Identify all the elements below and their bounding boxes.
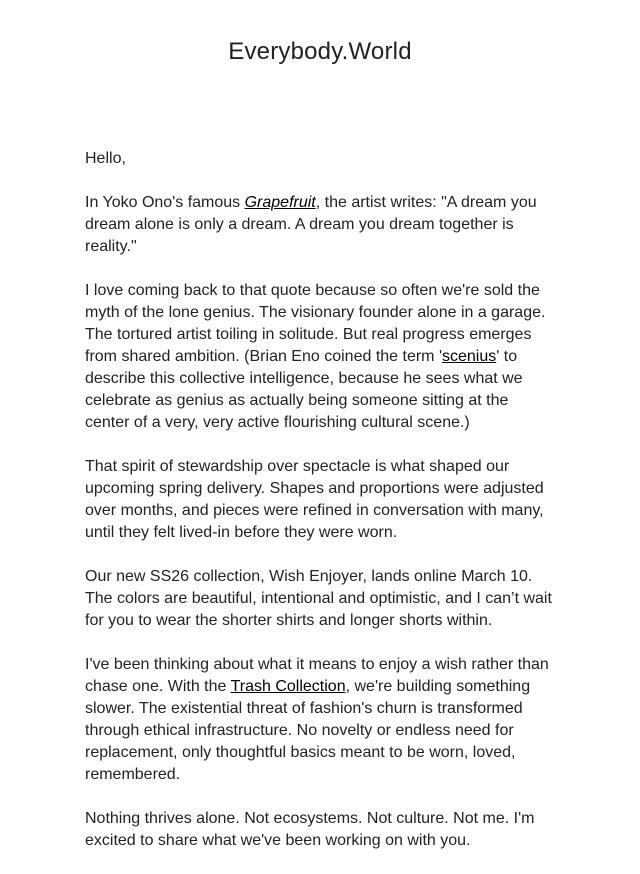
paragraph-closing: Nothing thrives alone. Not ecosystems. Not culture. Not me. I'm excited to share what we've been working on with you. bbox=[85, 810, 535, 849]
grapefruit-link[interactable]: Grapefruit bbox=[244, 194, 316, 211]
email-header bbox=[0, 0, 640, 104]
paragraph-text: In Yoko Ono's famous bbox=[85, 194, 245, 211]
paragraph-text: ' to describe this collective intelligence, because he sees what we celebrate as genius as actually being someone sitting at the center of a very, very active flourishing cultural scene.) bbox=[85, 348, 523, 431]
paragraph-scenius bbox=[85, 280, 557, 434]
paragraph-text: , the artist writes: "A dream you dream alone is only a dream. A dream you dream together is reality." bbox=[85, 194, 537, 255]
trash-collection-link[interactable]: Trash Collection bbox=[230, 678, 346, 695]
paragraph-grapefruit bbox=[85, 192, 557, 258]
brand-title: Everybody.World bbox=[228, 38, 412, 65]
email-body bbox=[85, 148, 557, 874]
paragraph-stewardship: That spirit of stewardship over spectacle is what shaped our upcoming spring delivery. Shapes and proportions were adjusted over months, and pieces were refined in conversation with many, until they felt lived-in before they were worn. bbox=[85, 458, 544, 541]
greeting: Hello, bbox=[85, 150, 126, 167]
paragraph-text: I love coming back to that quote because so often we're sold the myth of the lone genius. The visionary founder alone in a garage. The tortured artist toiling in solitude. But real progress emerges from shared ambition. (Brian Eno coined the term ' bbox=[85, 282, 546, 365]
scenius-link[interactable]: scenius bbox=[442, 348, 497, 365]
paragraph-trash-collection bbox=[85, 654, 557, 786]
paragraph-text: , we're building something slower. The existential threat of fashion's churn is transformed through ethical infrastructure. No novelty or endless need for replacement, only thoughtful basics meant to be worn, loved, remembered. bbox=[85, 678, 531, 783]
paragraph-collection: Our new SS26 collection, Wish Enjoyer, lands online March 10. The colors are beautiful, intentional and optimistic, and I can’t wait for you to wear the shorter shirts and longer shorts within. bbox=[85, 568, 552, 629]
paragraph-text: I've been thinking about what it means to enjoy a wish rather than chase one. With the bbox=[85, 656, 549, 695]
